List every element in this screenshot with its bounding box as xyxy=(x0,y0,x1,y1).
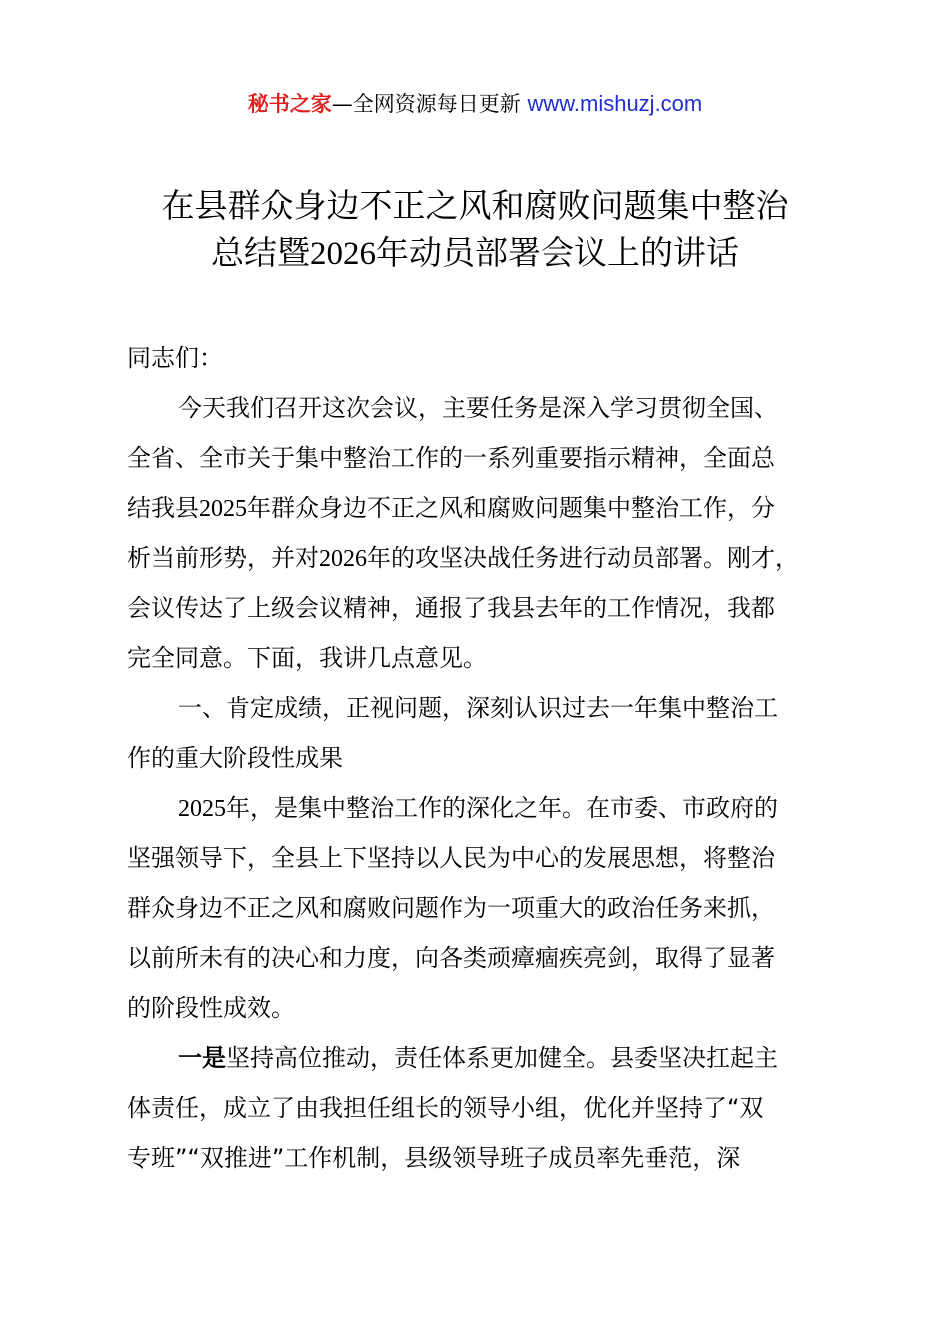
title-year: 2026 xyxy=(310,236,376,272)
paragraph-line xyxy=(127,783,837,833)
source-header xyxy=(0,88,950,120)
text-segment: 结我县 xyxy=(127,494,199,522)
paragraph-point-one xyxy=(127,1033,837,1183)
paragraph-line xyxy=(127,1033,837,1083)
section-heading-1 xyxy=(127,683,837,783)
site-url-link[interactable]: www.mishuzj.com xyxy=(527,91,703,116)
document-body xyxy=(127,333,837,1183)
title-line-2-start: 总结暨 xyxy=(211,233,310,272)
text-segment: 年，是集中整治工作的深化之年。在市委、市政府的 xyxy=(226,794,778,822)
salutation xyxy=(127,333,837,383)
paragraph-line: 会议传达了上级会议精神，通报了我县去年的工作情况，我都 xyxy=(127,594,775,622)
brand-name: 秘书之家 xyxy=(247,92,332,116)
point-lead: 一是 xyxy=(178,1044,226,1072)
paragraph-line: 专班”“双推进”工作机制，县级领导班子成员率先垂范，深 xyxy=(127,1144,741,1172)
paragraph-line: 坚强领导下，全县上下坚持以人民为中心的发展思想，将整治 xyxy=(127,844,775,872)
year-value: 2025 xyxy=(199,496,247,522)
paragraph-achievements xyxy=(127,783,837,1033)
paragraph-line xyxy=(127,483,837,533)
year-value: 2025 xyxy=(178,796,226,822)
text-segment: 年群众身边不正之风和腐败问题集中整治工作，分 xyxy=(247,494,775,522)
paragraph-line: 完全同意。下面，我讲几点意见。 xyxy=(127,644,487,672)
text-segment: 坚持高位推动，责任体系更加健全。县委坚决扛起主 xyxy=(226,1044,778,1072)
title-line-2 xyxy=(60,229,890,278)
paragraph-intro xyxy=(127,383,837,683)
paragraph-line: 今天我们召开这次会议，主要任务是深入学习贯彻全国、 xyxy=(178,394,778,422)
title-line-1: 在县群众身边不正之风和腐败问题集中整治 xyxy=(161,186,789,225)
heading-line: 作的重大阶段性成果 xyxy=(127,744,343,772)
salutation-text: 同志们： xyxy=(127,344,223,372)
paragraph-line: 以前所未有的决心和力度，向各类顽瘴痼疾亮剑，取得了显著 xyxy=(127,944,775,972)
year-value: 2026 xyxy=(319,546,367,572)
document-title xyxy=(60,182,890,278)
paragraph-line: 全省、全市关于集中整治工作的一系列重要指示精神，全面总 xyxy=(127,444,775,472)
title-line-2-end: 年动员部署会议上的讲话 xyxy=(376,233,739,272)
text-segment: 年的攻坚决战任务进行动员部署。刚才， xyxy=(367,544,799,572)
text-segment: 析当前形势，并对 xyxy=(127,544,319,572)
header-tagline: —全网资源每日更新 xyxy=(331,92,528,116)
paragraph-line xyxy=(127,533,837,583)
paragraph-line: 的阶段性成效。 xyxy=(127,994,295,1022)
paragraph-line: 群众身边不正之风和腐败问题作为一项重大的政治任务来抓， xyxy=(127,894,775,922)
paragraph-line: 体责任，成立了由我担任组长的领导小组，优化并坚持了“双 xyxy=(127,1094,764,1122)
heading-line: 一、肯定成绩，正视问题，深刻认识过去一年集中整治工 xyxy=(178,694,778,722)
